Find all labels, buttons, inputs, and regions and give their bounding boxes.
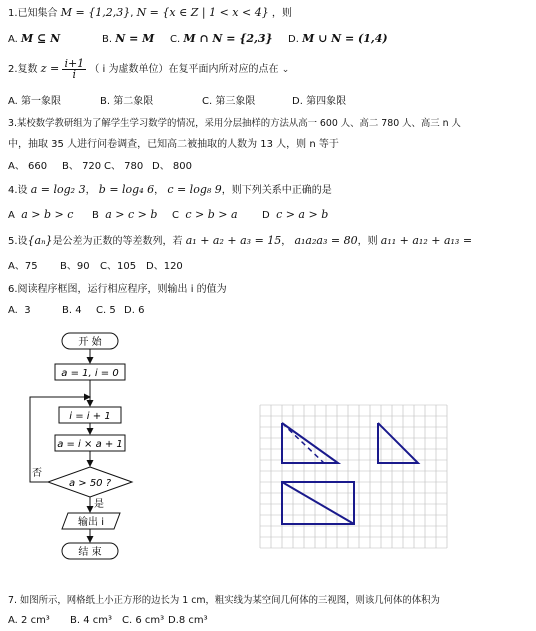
q7-option-a: A. 2 cm³ [8, 615, 50, 626]
q5-option-c: C、105 [100, 261, 137, 272]
q7-option-c: C. 6 cm³ [122, 615, 165, 626]
q7-stem: 7. 如图所示，网格纸上小正方形的边长为 1 cm，粗实线为某空间几何体的三视图，则该几何体的体积为 [8, 595, 440, 606]
flow-step-i-label: i = i + 1 [69, 411, 111, 422]
q1-option-d: D. M ∪ N = (1,4) [288, 32, 388, 45]
q5-seq: {aₙ} [27, 234, 53, 247]
q6-option-b: B. 4 [62, 305, 82, 316]
front-view-hidden-edge [282, 423, 324, 463]
flow-start-label: 开 始 [78, 337, 102, 348]
q4-stem-a: 4.设 [8, 185, 28, 196]
q2-stem-line [8, 58, 289, 81]
q6-option-c: C. 5 [96, 305, 116, 316]
q4-b-def: b = log₄ 6 [98, 183, 155, 196]
flow-yes-label: 是 [94, 499, 104, 510]
q5-ask: a₁₁ + a₁₂ + a₁₃ = [380, 234, 473, 247]
q2-option-a: A. 第一象限 [8, 96, 62, 107]
q5-stem-b: 是公差为正数的等差数列，若 [52, 236, 183, 247]
q2-stem-a: 2.复数 [8, 64, 38, 75]
q2-z-lhs: z = [40, 62, 60, 75]
q2-option-b: B. 第二象限 [100, 96, 154, 107]
q1-tail: ，则 [271, 8, 292, 19]
q5-cond-1: a₁ + a₂ + a₃ = 15 [185, 234, 282, 247]
front-view-triangle [282, 423, 338, 463]
flow-init-label: a = 1, i = 0 [61, 368, 119, 379]
flowchart [22, 330, 172, 570]
q4-stem-line: 4.设 a = log₂ 3， b = log₄ 6， c = log₈ 9，则下列关系中正确的是 [8, 183, 332, 196]
q2-stem-b: （ i 为虚数单位）在复平面内所对应的点在 [89, 64, 279, 75]
q7-option-d: D.8 cm³ [168, 615, 208, 626]
q5-stem-line: 5.设{aₙ}是公差为正数的等差数列，若 a₁ + a₂ + a₃ = 15， a₁a₂a₃ = 80，则 a₁₁ + a₁₂ + a₁₃ = [8, 234, 473, 247]
q4-a-def: a = log₂ 3 [30, 183, 86, 196]
q5-option-b: B、90 [60, 261, 90, 272]
q4-option-c: C c > b > a [172, 208, 238, 221]
q1-option-a: A. M ⊆ N [8, 32, 61, 45]
q3-option-a: A、 660 [8, 161, 48, 172]
q6-option-d: D. 6 [124, 305, 145, 316]
flow-output-label: 输出 i [78, 517, 104, 528]
q3-option-c: C、 780 [104, 161, 144, 172]
q4-c-def: c = log₈ 9 [167, 183, 222, 196]
q1-option-b: B. N = M [102, 32, 155, 45]
flow-no-label: 否 [32, 468, 42, 479]
q1-option-c: C. M ∩ N = {2,3} [170, 32, 273, 45]
q1-stem: 1.已知集合 [8, 8, 58, 19]
q5-stem-c: ，则 [357, 236, 378, 247]
q4-option-a: A a > b > c [8, 208, 74, 221]
q2-option-d: D. 第四象限 [292, 96, 347, 107]
flow-end-label: 结 束 [78, 547, 102, 558]
q6-stem: 6.阅读程序框图，运行相应程序，则输出 i 的值为 [8, 284, 227, 295]
q5-stem-a: 5.设 [8, 236, 28, 247]
q5-option-a: A、75 [8, 261, 38, 272]
q1-stem-line: 1.已知集合 M = {1,2,3}, N = {x ∈ Z | 1 < x < 4} ，则 [8, 6, 292, 19]
q3-line-2: 中，抽取 35 人进行问卷调查，已知高二被抽取的人数为 13 人，则 n 等于 [8, 139, 339, 150]
q3-option-d: D、 800 [152, 161, 192, 172]
side-view-triangle [378, 423, 418, 463]
flow-step-a-label: a = i × a + 1 [57, 439, 123, 450]
q5-option-d: D、120 [146, 261, 183, 272]
q7-option-b: B. 4 cm³ [70, 615, 113, 626]
q4-option-b: B a > c > b [92, 208, 158, 221]
chevron-down-icon: ⌄ [281, 65, 290, 75]
q3-line-1: 3.某校数学教研组为了解学生学习数学的情况，采用分层抽样的方法从高一 600 人、高二 780 人、高三 n 人 [8, 118, 461, 129]
q4-stem-b: ，则下列关系中正确的是 [221, 185, 332, 196]
q4-option-d: D c > a > b [262, 208, 329, 221]
q1-set-n: N = {x ∈ Z | 1 < x < 4} [136, 6, 269, 19]
flow-cond-label: a > 50 ? [68, 478, 112, 489]
q2-option-c: C. 第三象限 [202, 96, 256, 107]
q2-fraction: $\frac{i+1}{i}$ [64, 56, 85, 81]
three-view-figure [256, 403, 456, 553]
q6-option-a: A. 3 [8, 305, 31, 316]
q1-set-m: M = {1,2,3} [60, 6, 131, 19]
q3-option-b: B、 720 [62, 161, 102, 172]
q5-cond-2: a₁a₂a₃ = 80 [294, 234, 358, 247]
